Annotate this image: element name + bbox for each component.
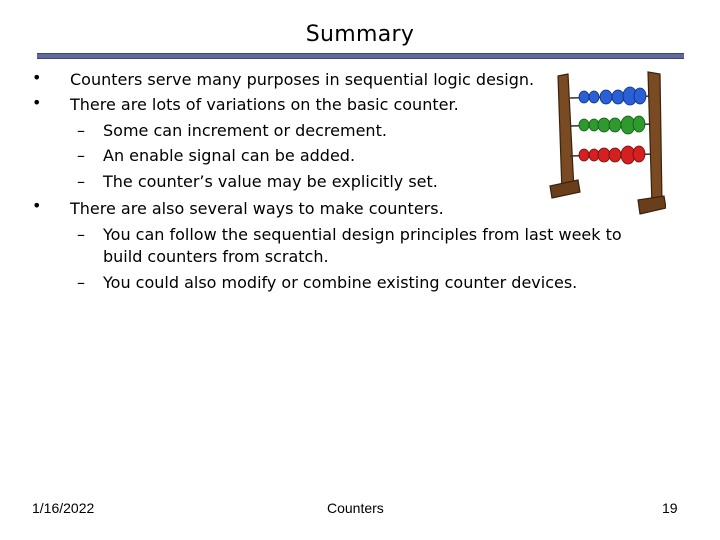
sub-bullet-text-3: The counter’s value may be explicitly set. — [103, 172, 438, 191]
sub-bullet-marker: – — [77, 121, 85, 140]
bullet-text-1: Counters serve many purposes in sequential logic design. — [70, 70, 535, 89]
sub-bullet-text-5: You could also modify or combine existing counter devices. — [103, 273, 578, 292]
sub-bullet-marker: – — [77, 172, 85, 191]
slide-title: Summary — [305, 22, 415, 47]
footer-title: Counters — [327, 500, 384, 516]
abacus-icon — [548, 68, 666, 218]
sub-bullet-marker: – — [77, 225, 85, 244]
sub-bullet-text-4: You can follow the sequential design principles from last week to — [103, 225, 622, 244]
bullet-marker: • — [32, 93, 42, 112]
sub-bullet-text-4-cont: build counters from scratch. — [103, 247, 329, 266]
bullet-text-3: There are also several ways to make counters. — [70, 199, 444, 218]
sub-bullet-marker: – — [77, 273, 85, 292]
footer-date: 1/16/2022 — [32, 500, 95, 516]
slide-number: 19 — [662, 500, 678, 516]
bullet-marker: • — [32, 68, 42, 87]
bullet-text-2: There are lots of variations on the basic counter. — [70, 95, 459, 114]
sub-bullet-text-1: Some can increment or decrement. — [103, 121, 387, 140]
sub-bullet-marker: – — [77, 146, 85, 165]
sub-bullet-text-2: An enable signal can be added. — [103, 146, 356, 165]
bullet-marker: • — [32, 196, 42, 215]
title-divider — [37, 53, 684, 59]
